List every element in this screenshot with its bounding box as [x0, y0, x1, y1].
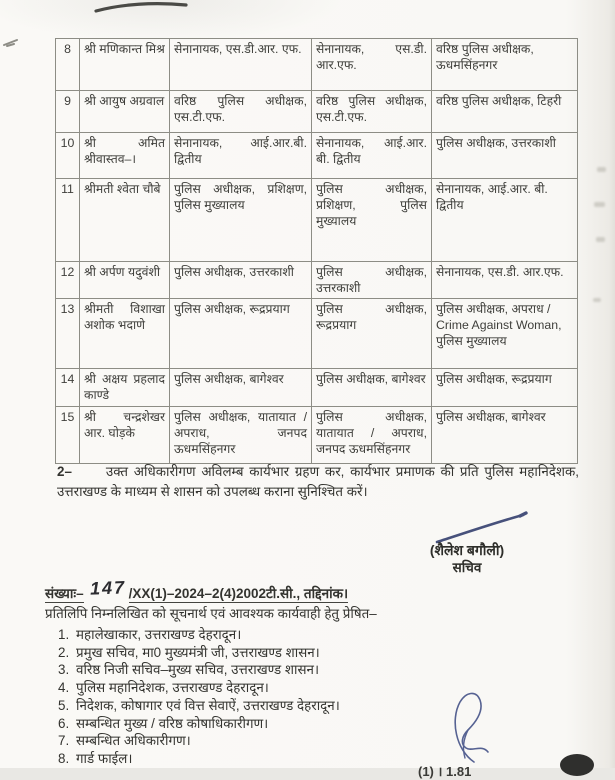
- list-item: [58, 750, 340, 768]
- cell-name: श्रीमती श्वेता चौबे: [80, 179, 170, 262]
- cell-new-posting: वरिष्ठ पुलिस अधीक्षक, टिहरी: [432, 91, 578, 133]
- list-item: [58, 697, 340, 715]
- list-item-text: गार्ड फाईल।: [76, 750, 133, 766]
- cell-serial: 10: [56, 133, 80, 179]
- cell-serial: 9: [56, 91, 80, 133]
- cell-new-posting: पुलिस अधीक्षक, बागेश्वर: [432, 407, 578, 464]
- cell-serial: 14: [56, 369, 80, 407]
- list-item-text: सम्बन्धित मुख्य / वरिष्ठ कोषाधिकारीगण।: [76, 715, 269, 731]
- cell-posting-2: पुलिस अधीक्षक, बागेश्वर: [312, 369, 432, 407]
- table-row: [56, 91, 578, 133]
- cell-serial: 8: [56, 39, 80, 91]
- ref-prefix: संख्याः–: [45, 586, 84, 601]
- list-item-number: 4.: [58, 680, 70, 696]
- cell-posting-1: पुलिस अधीक्षक, उत्तरकाशी: [170, 262, 312, 299]
- table-row: [56, 262, 578, 299]
- cell-new-posting: पुलिस अधीक्षक, रूद्रप्रयाग: [432, 369, 578, 407]
- list-item-text: वरिष्ठ निजी सचिव–मुख्य सचिव, उत्तराखण्ड शासन।: [76, 662, 320, 678]
- pen-mark-left: [2, 36, 22, 50]
- list-item-number: 8.: [58, 750, 70, 766]
- cell-posting-2: पुलिस अधीक्षक, रूद्रप्रयाग: [312, 299, 432, 369]
- cell-name: श्रीमती विशाखा अशोक भदाणे: [80, 299, 170, 369]
- list-item-text: निदेशक, कोषागार एवं वित्त सेवाऐं, उत्तराखण्ड देहरादून।: [76, 697, 340, 713]
- cell-serial: 15: [56, 407, 80, 464]
- cell-posting-2: वरिष्ठ पुलिस अधीक्षक, एस.टी.एफ.: [312, 91, 432, 133]
- cell-name: श्री चन्द्रशेखर आर. घोड़के: [80, 407, 170, 464]
- bleed-mark: [596, 237, 605, 242]
- cell-posting-1: सेनानायक, आई.आर.बी. द्वितीय: [170, 133, 312, 179]
- reference-number-line: [45, 577, 349, 603]
- directive-paragraph: [57, 462, 579, 501]
- cell-serial: 13: [56, 299, 80, 369]
- cell-name: श्री अक्षय प्रहलाद काण्डे: [80, 369, 170, 407]
- signatory-title: सचिव: [452, 560, 482, 575]
- list-item: [58, 732, 340, 750]
- cell-name: श्री अर्पण यदुवंशी: [80, 262, 170, 299]
- list-item-text: प्रमुख सचिव, मा0 मुख्यमंत्री जी, उत्तराखण्ड शासन।: [76, 644, 320, 660]
- list-item-number: 3.: [58, 662, 70, 678]
- paragraph-text: उक्त अधिकारीगण अविलम्ब कार्यभार ग्रहण कर, कार्यभार प्रमाणक की प्रति पुलिस महानिदेशक, उत्तराखण्ड के माध्यम से शासन को उपलब्ध कराना सुनिश्चित करें।: [57, 464, 579, 499]
- list-item: [58, 679, 340, 697]
- cell-name: श्री आयुष अग्रवाल: [80, 91, 170, 133]
- bleed-mark: [594, 202, 605, 207]
- table-row: [56, 39, 578, 91]
- cell-posting-1: सेनानायक, एस.डी.आर. एफ.: [170, 39, 312, 91]
- cell-posting-1: पुलिस अधीक्षक, प्रशिक्षण, पुलिस मुख्यालय: [170, 179, 312, 262]
- paragraph-number: 2–: [57, 464, 72, 479]
- list-item-text: सम्बन्धित अधिकारीगण।: [76, 733, 191, 749]
- table-row: [56, 407, 578, 464]
- signatory-name: (शैलेश बगौली): [429, 542, 505, 558]
- cell-posting-2: सेनानायक, आई.आर. बी. द्वितीय: [312, 133, 432, 179]
- cell-posting-1: वरिष्ठ पुलिस अधीक्षक, एस.टी.एफ.: [170, 91, 312, 133]
- cell-new-posting: पुलिस अधीक्षक, उत्तरकाशी: [432, 133, 578, 179]
- table-row: [56, 179, 578, 262]
- table-row: [56, 299, 578, 369]
- list-item-text: महालेखाकार, उत्तराखण्ड देहरादून।: [76, 627, 242, 642]
- table-row: [56, 369, 578, 407]
- bleed-mark: [597, 167, 606, 172]
- list-item-number: 6.: [58, 715, 70, 731]
- cell-posting-1: पुलिस अधीक्षक, बागेश्वर: [170, 369, 312, 407]
- ink-blob: [560, 754, 594, 776]
- officers-transfer-table: [55, 38, 578, 464]
- list-item-number: 1.: [58, 627, 70, 642]
- copy-heading: प्रतिलिपि निम्नलिखित को सूचनार्थ एवं आवश्यक कार्यवाही हेतु प्रेषित–: [45, 606, 377, 621]
- list-item: [58, 644, 340, 662]
- cell-name: श्री मणिकान्त मिश्र: [80, 39, 170, 91]
- cut-off-text-fragment: (1) । 1.81: [418, 764, 472, 779]
- cell-posting-2: पुलिस अधीक्षक, उत्तरकाशी: [312, 262, 432, 299]
- cell-serial: 11: [56, 179, 80, 262]
- cell-posting-2: सेनानायक, एस.डी. आर.एफ.: [312, 39, 432, 91]
- handwritten-number: 147: [89, 577, 126, 599]
- signature-block: [392, 542, 542, 576]
- signature-scribble: [438, 686, 508, 768]
- bleed-mark: [593, 298, 601, 302]
- list-item-number: 2.: [58, 644, 70, 660]
- cell-posting-2: पुलिस अधीक्षक, प्रशिक्षण, पुलिस मुख्यालय: [312, 179, 432, 262]
- ref-suffix: /XX(1)–2024–2(4)2002टी.सी., तद्दिनांक।: [128, 586, 349, 601]
- table-row: [56, 133, 578, 179]
- cell-posting-1: पुलिस अधीक्षक, रूद्रप्रयाग: [170, 299, 312, 369]
- cell-name: श्री अमित श्रीवास्तव–।: [80, 133, 170, 179]
- list-item: [58, 626, 340, 644]
- cell-new-posting: पुलिस अधीक्षक, अपराध / Crime Against Woman, पुलिस मुख्यालय: [432, 299, 578, 369]
- list-item-number: 7.: [58, 733, 70, 749]
- list-item: [58, 715, 340, 733]
- cell-serial: 12: [56, 262, 80, 299]
- cell-new-posting: वरिष्ठ पुलिस अधीक्षक, ऊधमसिंहनगर: [432, 39, 578, 91]
- cell-new-posting: सेनानायक, आई.आर. बी. द्वितीय: [432, 179, 578, 262]
- list-item: [58, 661, 340, 679]
- pen-mark-top: [92, 0, 192, 16]
- cell-new-posting: सेनानायक, एस.डी. आर.एफ.: [432, 262, 578, 299]
- list-item-text: पुलिस महानिदेशक, उत्तराखण्ड देहरादून।: [76, 680, 269, 696]
- list-item-number: 5.: [58, 697, 70, 713]
- cell-posting-2: पुलिस अधीक्षक, यातायात / अपराध, जनपद ऊधमसिंहनगर: [312, 407, 432, 464]
- cell-posting-1: पुलिस अधीक्षक, यातायात / अपराध, जनपद ऊधमसिंहनगर: [170, 407, 312, 464]
- distribution-list: [58, 626, 340, 768]
